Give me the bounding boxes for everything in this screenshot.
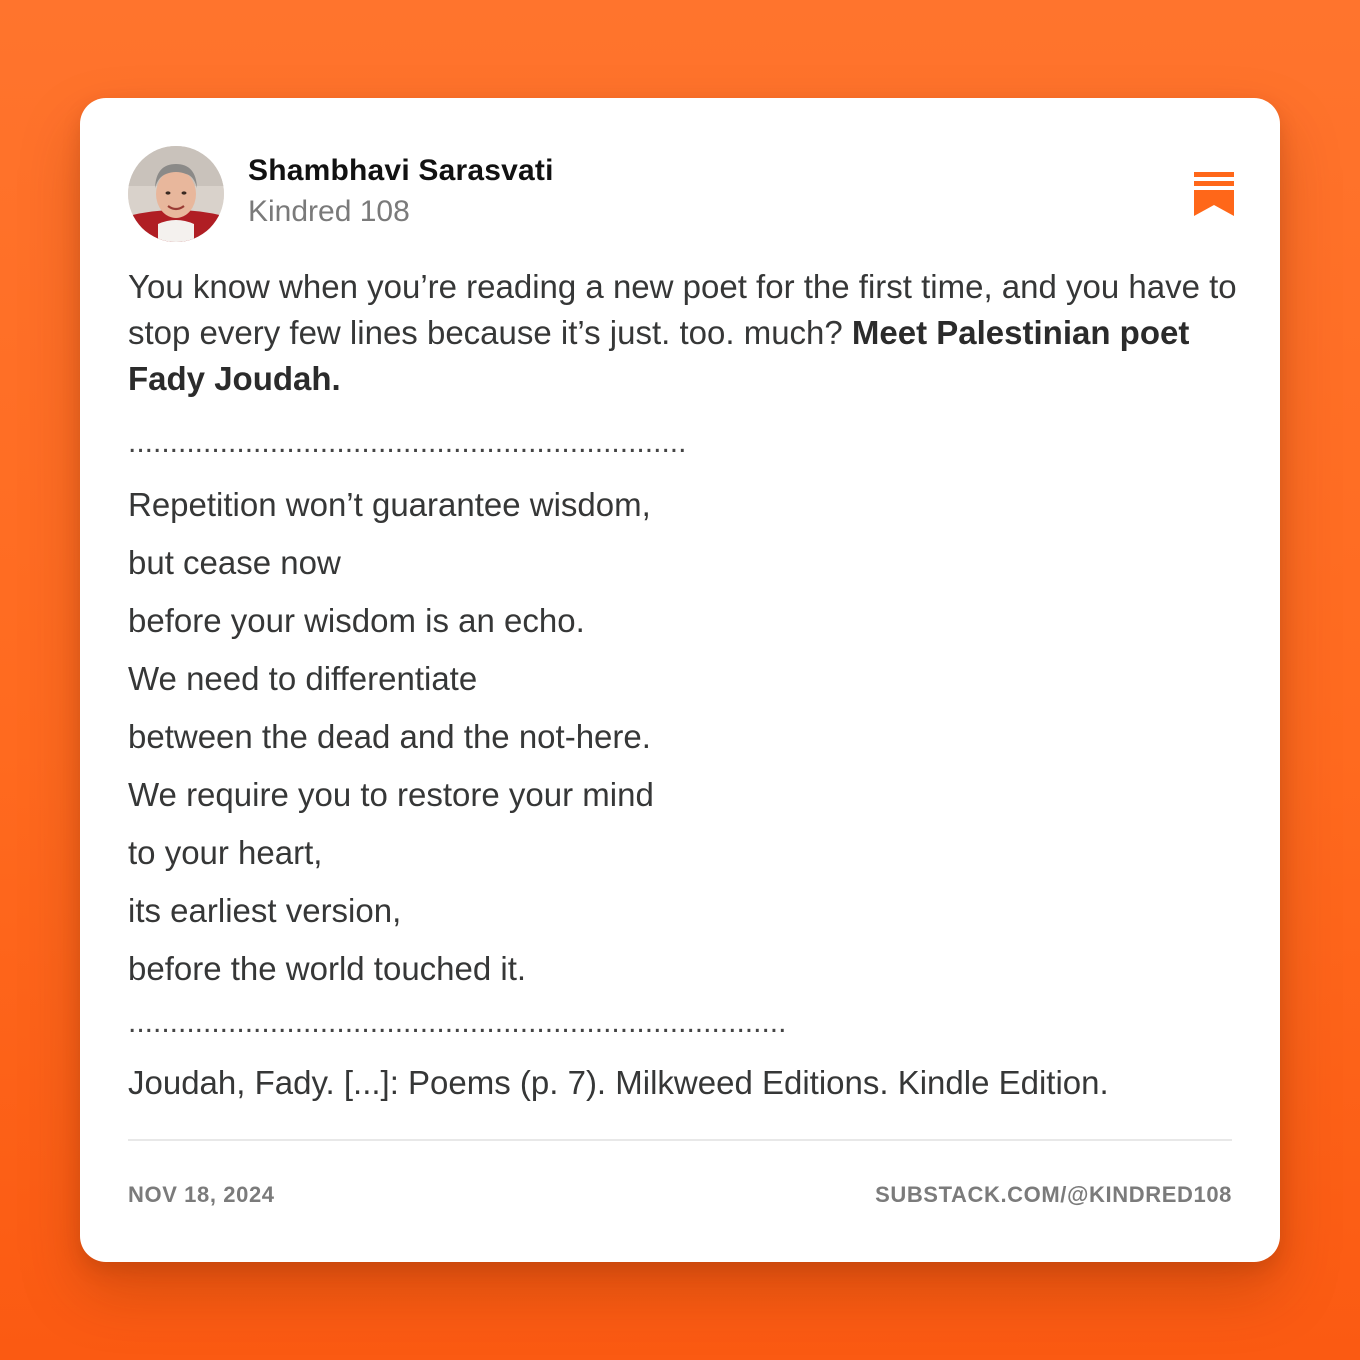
poem-excerpt [128,476,1228,998]
citation: Joudah, Fady. [...]: Poems (p. 7). Milkweed Editions. Kindle Edition. [128,1064,1109,1101]
footer-divider [128,1139,1232,1141]
intro-text: You know when you’re reading a new poet for the first time, and you have to stop every few lines because it’s just. too. much? [128,268,1237,351]
dotted-divider-top: ................................................................... [128,428,687,458]
substack-bookmark-icon [1194,172,1234,216]
poem-line: before your wisdom is an echo. [128,602,585,639]
poem-line: its earliest version, [128,892,402,929]
post-date: NOV 18, 2024 [128,1182,275,1207]
poem-line: but cease now [128,544,341,581]
poem-line: to your heart, [128,834,323,871]
substack-url-link[interactable]: SUBSTACK.COM/@KINDRED108 [875,1182,1232,1207]
post-card [80,98,1280,1262]
post-intro [128,264,1238,402]
publication-name[interactable]: Kindred 108 [248,195,410,228]
intro-bold-text: Meet Palestinian poet Fady Joudah. [128,314,1190,397]
author-avatar[interactable] [128,146,224,242]
poem-line: Repetition won’t guarantee wisdom, [128,486,651,523]
avatar-image [128,146,224,242]
author-name[interactable]: Shambhavi Sarasvati [248,154,554,187]
dotted-divider-bottom: ............................................................................... [128,1008,787,1038]
poem-line: We need to differentiate [128,660,478,697]
poem-line: We require you to restore your mind [128,776,654,813]
poem-line: before the world touched it. [128,950,527,987]
poem-line: between the dead and the not-here. [128,718,651,755]
